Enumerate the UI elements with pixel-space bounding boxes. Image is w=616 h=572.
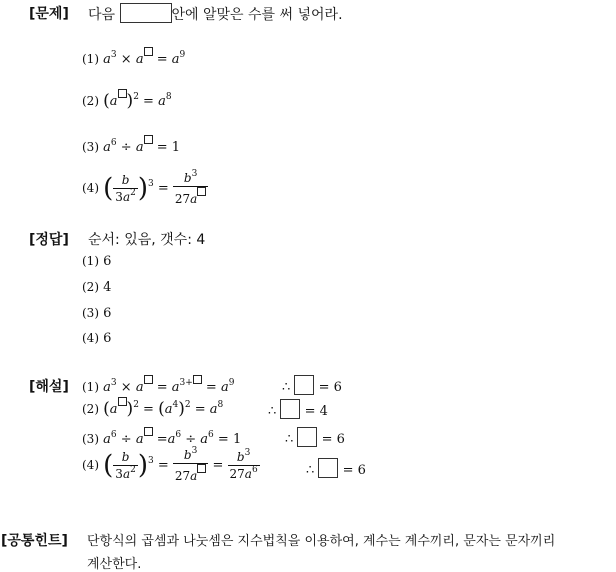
instruction-before: 다음 <box>88 7 116 23</box>
answer-box <box>318 458 338 478</box>
answer-box <box>294 375 314 395</box>
therefore-symbol: ∴ <box>282 380 291 395</box>
problem-instruction <box>88 3 343 24</box>
answer-value: 6 <box>103 331 112 346</box>
solution-4-result: ∴ = 6 <box>306 458 366 478</box>
answer-summary: 순서: 있음, 갯수: 4 <box>88 232 206 248</box>
answer-value: 6 <box>103 306 112 321</box>
question-number: (2) <box>82 94 99 108</box>
instruction-after: 안에 알맞은 수를 써 넣어라. <box>171 7 343 23</box>
answer-value: 4 <box>103 280 112 295</box>
problem-label: [문제] <box>29 6 69 22</box>
answer-item-4: (4) 6 <box>82 331 112 346</box>
solution-3: (3) $a^6 \div a =a^6 \div a^6 = 1$ <box>82 427 241 447</box>
answer-box <box>297 427 317 447</box>
question-number: (1) <box>82 52 99 66</box>
therefore-symbol: ∴ <box>285 432 294 447</box>
answer-blank-box <box>120 3 172 23</box>
question-3: (3) $a^6 \div a = 1$ <box>82 135 180 155</box>
answer-box <box>280 399 300 419</box>
solution-label: [해설] <box>29 379 69 395</box>
answer-value: 6 <box>103 254 112 269</box>
answer-item-3: (3) 6 <box>82 306 112 321</box>
hint-label: [공통힌트] <box>1 533 68 549</box>
question-4: (4) ( $\frac{b}{3a^2}$ )$^3$ = $\frac{b^3}{27a}$ <box>82 170 208 207</box>
solution-1: (1) $a^3 \times a = a^{3+} = a^9$ <box>82 375 234 395</box>
therefore-symbol: ∴ <box>306 463 315 478</box>
question-1: (1) $a^3 \times a = a^9$ <box>82 47 185 67</box>
question-2: (2) (a )$^2 = a^8$ <box>82 91 172 111</box>
solution-2-result: ∴ = 4 <box>268 399 328 419</box>
answer-label: [정답] <box>29 232 69 248</box>
solution-2: (2) (a )$^2 = (a^4)^2 = a^8$ <box>82 399 224 419</box>
answer-item-2: (2) 4 <box>82 280 112 295</box>
therefore-symbol: ∴ <box>268 404 277 419</box>
solution-3-result: ∴ = 6 <box>285 427 345 447</box>
hint-line-1: 단항식의 곱셈과 나눗셈은 지수법칙을 이용하여, 계수는 계수끼리, 문자는 문자끼리 <box>87 534 556 549</box>
hint-line-2: 계산한다. <box>87 557 142 572</box>
question-number: (4) <box>82 181 99 195</box>
solution-4: (4) ( $\frac{b}{3a^2}$ )$^3$ = $\frac{b^3}{27a}$ = $\frac{b^3}{27a^6}$ <box>82 446 258 483</box>
question-number: (3) <box>82 140 99 154</box>
solution-1-result: ∴ = 6 <box>282 375 342 395</box>
answer-item-1: (1) 6 <box>82 254 112 269</box>
